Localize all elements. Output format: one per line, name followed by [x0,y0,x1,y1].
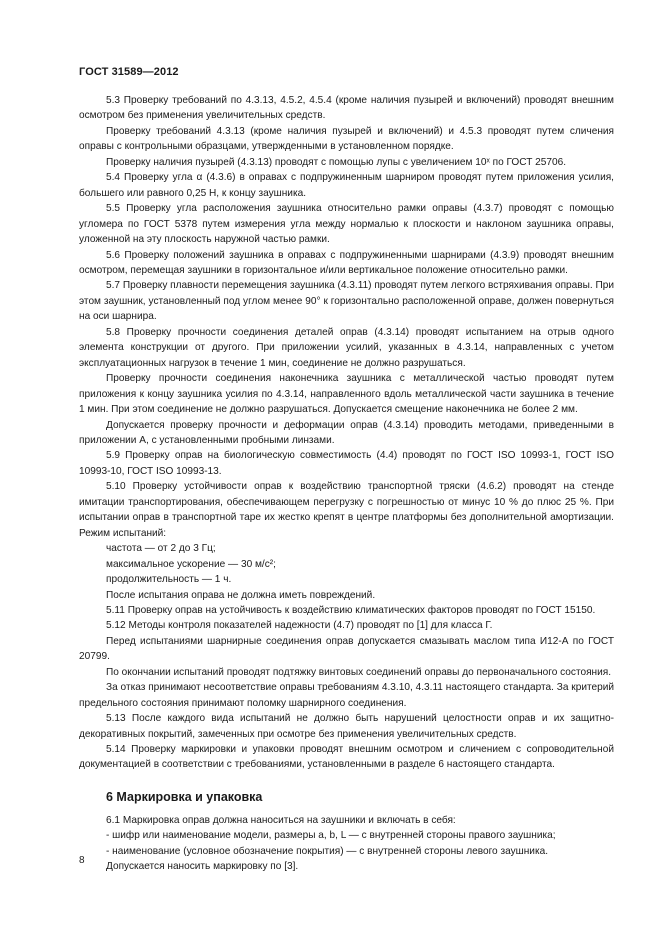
marking-list-item: - шифр или наименование модели, размеры a, b, L — с внутренней стороны правого заушника; [106,830,556,842]
paragraph: Перед испытаниями шарнирные соединения оправ допускается смазывать маслом типа И12-А по ГОСТ 20799. [79,635,614,663]
paragraph: 5.13 После каждого вида испытаний не должно быть нарушений целостности оправ и их защитно-декоративных покрытий, замеченных при осмотре без применения увеличительных средств. [79,713,614,740]
section-title: 6 Маркировка и упаковка [106,789,263,804]
marking-list-item: - наименование (условное обозначение покрытия) — с внутренней стороны левого заушника. [106,845,549,857]
standard-header: ГОСТ 31589—2012 [79,66,179,78]
paragraph: Проверку наличия пузырей (4.3.13) проводят с помощью лупы с увеличением 10ˣ по ГОСТ 25706. [106,156,567,168]
paragraph: 5.8 Проверку прочности соединения деталей оправ (4.3.14) проводят испытанием на отрыв одного элемента конструкции от другого. При приложении усилий, указанных в 4.3.14, направленных с учетом эксплуатационных нагрузок в течение 1 мин, соединение не должно разрушаться. [79,326,614,369]
paragraph: 5.11 Проверку оправ на устойчивость к воздействию климатических факторов проводят по ГОСТ 15150. [106,604,596,616]
test-mode-item: продолжительность — 1 ч. [106,574,232,586]
paragraph: 5.3 Проверку требований по 4.3.13, 4.5.2, 4.5.4 (кроме наличия пузырей и включений) проводят внешним осмотром без применения увеличительных средств. [79,95,614,122]
paragraph: 5.6 Проверку положений заушника в оправах с подпружиненными шарнирами (4.3.9) проводят внешним осмотром, перемещая заушники в горизонтальное и/или вертикальное положение относительно рамки. [79,249,614,276]
paragraph: По окончании испытаний проводят подтяжку винтовых соединений оправы до первоначального состояния. [106,666,612,678]
paragraph: 5.9 Проверку оправ на биологическую совместимость (4.4) проводят по ГОСТ ISO 10993-1, ГОСТ ISO 10993-10, ГОСТ ISO 10993-13. [79,450,614,477]
test-mode-item: максимальное ускорение — 30 м/с²; [106,558,276,570]
test-mode-item: частота — от 2 до 3 Гц; [106,543,216,555]
paragraph: 5.5 Проверку угла расположения заушника относительно рамки оправы (4.3.7) проводят с помощью угломера по ГОСТ 5378 путем измерения угла между нормалью к плоскости и наклоном заушника оправы, уложенной на эту плоскость наружной частью рамки. [79,203,614,246]
paragraph: Проверку прочности соединения наконечника заушника с металлической частью проводят путем приложения к концу заушника усилия по 4.3.14, направленного вдоль металлической части заушника в течение 1 мин. При этом соединение не должно разрушаться. Допускается смещение наконечника не более 2 мм. [79,373,614,416]
paragraph: За отказ принимают несоответствие оправы требованиям 4.3.10, 4.3.11 настоящего стандарта. За критерий предельного состояния принимают поломку шарнирного соединения. [79,682,614,709]
paragraph: Проверку требований 4.3.13 (кроме наличия пузырей и включений) и 4.5.3 проводят путем сличения оправы с контрольными образцами, утвержденными в установленном порядке. [79,125,614,153]
paragraph: После испытания оправа не должна иметь повреждений. [106,589,376,601]
paragraph: 5.4 Проверку угла α (4.3.6) в оправах с подпружиненным шарниром проводят путем приложения усилия, большего или равного 0,25 Н, к концу заушника. [79,172,614,199]
paragraph: 5.12 Методы контроля показателей надежности (4.7) проводят по [1] для класса Г. [106,620,493,632]
paragraph: Допускается проверку прочности и деформации оправ (4.3.14) проводить методами, приведенными в приложении А, с установленными пробными линзами. [79,419,614,446]
paragraph: 5.10 Проверку устойчивости оправ к воздействию транспортной тряски (4.6.2) проводят на стенде имитации транспортирования, обеспечивающем перегрузку с погрешностью от минус 10 % до плюс 25 %. При испытании оправ в транспортной таре их жестко крепят в центре платформы без дополнительной амортизации. Режим испытаний: [79,481,614,539]
paragraph: Допускается наносить маркировку по [3]. [106,861,299,873]
paragraph: 6.1 Маркировка оправ должна наноситься на заушники и включать в себя: [106,814,456,826]
page-number: 8 [79,855,85,866]
paragraph: 5.14 Проверку маркировки и упаковки проводят внешним осмотром и сличением с сопроводительной документацией в соответствии с требованиями, установленными в разделе 6 настоящего стандарта. [79,744,614,771]
body-text [79,93,614,875]
paragraph: 5.7 Проверку плавности перемещения заушника (4.3.11) проводят путем легкого встряхивания оправы. При этом заушник, установленный под углом менее 90° к горизонтально расположенной оправе, должен повернуться на оси шарнира. [79,280,614,323]
